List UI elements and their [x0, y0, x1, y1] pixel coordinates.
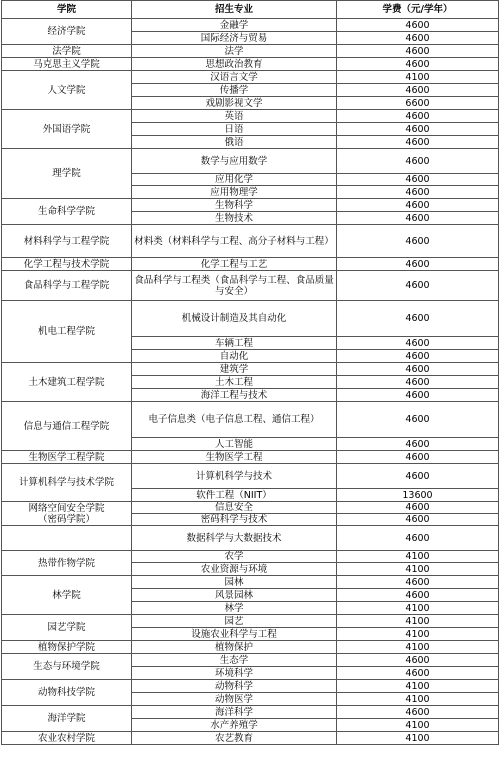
major-cell: 机械设计制造及其自动化: [132, 301, 337, 337]
college-cell: 机电工程学院: [2, 301, 132, 363]
fee-cell: 4600: [337, 45, 499, 58]
major-cell: 生物技术: [132, 212, 337, 225]
major-cell: 环境科学: [132, 667, 337, 680]
fee-cell: 4100: [337, 732, 499, 745]
major-cell: 应用化学: [132, 174, 337, 186]
table-row: [2, 732, 499, 745]
major-cell: 生物医学工程: [132, 451, 337, 464]
college-cell: 网络空间安全学院 （密码学院）: [2, 502, 132, 526]
header-major: 招生专业: [132, 1, 337, 19]
major-cell: 生态学: [132, 654, 337, 667]
fee-cell: 4600: [337, 199, 499, 212]
fee-cell: 4100: [337, 563, 499, 576]
fee-cell: 4600: [337, 258, 499, 271]
table-row: [2, 110, 499, 123]
major-cell: 园林: [132, 576, 337, 589]
fee-cell: 13600: [337, 489, 499, 502]
fee-cell: 4600: [337, 32, 499, 45]
college-cell: 农业农村学院: [2, 732, 132, 745]
major-cell: 信息安全: [132, 502, 337, 514]
header-row: [2, 1, 499, 19]
table-row: [2, 641, 499, 654]
fee-cell: 4100: [337, 719, 499, 732]
college-cell: 园艺学院: [2, 615, 132, 641]
college-cell: 化学工程与技术学院: [2, 258, 132, 271]
college-cell: [2, 526, 132, 551]
major-cell: 动物医学: [132, 693, 337, 706]
major-cell: 农艺教育: [132, 732, 337, 745]
major-cell: 海洋工程与技术: [132, 389, 337, 402]
header-college: 学院: [2, 1, 132, 19]
table-row: [2, 225, 499, 258]
college-cell: 信息与通信工程学院: [2, 402, 132, 451]
major-cell: 车辆工程: [132, 337, 337, 350]
fee-cell: 4100: [337, 680, 499, 693]
major-cell: 法学: [132, 45, 337, 58]
college-cell: 马克思主义学院: [2, 58, 132, 71]
table-row: [2, 402, 499, 438]
fee-cell: 4600: [337, 576, 499, 589]
college-cell: 生态与环境学院: [2, 654, 132, 680]
table-row: [2, 576, 499, 589]
header-fee: 学费（元/学年）: [337, 1, 499, 19]
major-cell: 密码科学与技术: [132, 514, 337, 526]
major-cell: 戏剧影视文学: [132, 97, 337, 110]
major-cell: 应用物理学: [132, 186, 337, 199]
fee-cell: 4600: [337, 654, 499, 667]
college-cell: 生物医学工程学院: [2, 451, 132, 464]
college-cell: 食品科学与工程学院: [2, 271, 132, 301]
college-cell: 动物科技学院: [2, 680, 132, 706]
fee-cell: 4600: [337, 502, 499, 514]
table-row: [2, 363, 499, 376]
college-cell: 外国语学院: [2, 110, 132, 149]
major-cell: 园艺: [132, 615, 337, 628]
major-cell: 食品科学与工程类（食品科学与工程、食品质量与安全）: [132, 271, 337, 301]
fee-cell: 4100: [337, 628, 499, 641]
fee-cell: 4600: [337, 451, 499, 464]
major-cell: 风景园林: [132, 589, 337, 602]
fee-cell: 4600: [337, 363, 499, 376]
major-cell: 日语: [132, 123, 337, 136]
fee-cell: 4600: [337, 514, 499, 526]
major-cell: 传播学: [132, 84, 337, 97]
fee-cell: 4600: [337, 271, 499, 301]
fee-cell: 4600: [337, 706, 499, 719]
major-cell: 化学工程与工艺: [132, 258, 337, 271]
major-cell: 金融学: [132, 19, 337, 32]
college-cell: 生命科学学院: [2, 199, 132, 225]
table-row: [2, 199, 499, 212]
college-cell: 计算机科学与技术学院: [2, 464, 132, 502]
major-cell: 思想政治教育: [132, 58, 337, 71]
major-cell: 计算机科学与技术: [132, 464, 337, 489]
fee-cell: 4600: [337, 402, 499, 438]
major-cell: 生物科学: [132, 199, 337, 212]
table-row: [2, 706, 499, 719]
major-cell: 林学: [132, 602, 337, 615]
table-body: [2, 19, 499, 745]
fee-cell: 4600: [337, 337, 499, 350]
major-cell: 动物科学: [132, 680, 337, 693]
fee-cell: 4100: [337, 551, 499, 563]
college-cell: 材料科学与工程学院: [2, 225, 132, 258]
fee-cell: 4600: [337, 58, 499, 71]
fee-cell: 4600: [337, 667, 499, 680]
fee-cell: 4600: [337, 376, 499, 389]
major-cell: 建筑学: [132, 363, 337, 376]
tuition-table: [1, 0, 499, 745]
major-cell: 人工智能: [132, 438, 337, 451]
fee-cell: 4600: [337, 174, 499, 186]
major-cell: 数据科学与大数据技术: [132, 526, 337, 551]
major-cell: 海洋科学: [132, 706, 337, 719]
college-cell: 林学院: [2, 576, 132, 615]
table-row: [2, 451, 499, 464]
fee-cell: 4600: [337, 149, 499, 174]
major-cell: 自动化: [132, 350, 337, 363]
table-row: [2, 502, 499, 514]
major-cell: 软件工程（NIIT）: [132, 489, 337, 502]
table-row: [2, 526, 499, 551]
fee-cell: 4600: [337, 225, 499, 258]
fee-cell: 4600: [337, 350, 499, 363]
fee-cell: 4600: [337, 438, 499, 451]
fee-cell: 4600: [337, 526, 499, 551]
major-cell: 农学: [132, 551, 337, 563]
major-cell: 数学与应用数学: [132, 149, 337, 174]
major-cell: 电子信息类（电子信息工程、通信工程）: [132, 402, 337, 438]
major-cell: 设施农业科学与工程: [132, 628, 337, 641]
fee-cell: 4600: [337, 389, 499, 402]
fee-cell: 4600: [337, 19, 499, 32]
fee-cell: 4600: [337, 464, 499, 489]
fee-cell: 6600: [337, 97, 499, 110]
major-cell: 英语: [132, 110, 337, 123]
table-row: [2, 615, 499, 628]
table-row: [2, 551, 499, 563]
major-cell: 土木工程: [132, 376, 337, 389]
table-row: [2, 271, 499, 301]
college-cell: 法学院: [2, 45, 132, 58]
major-cell: 农业资源与环境: [132, 563, 337, 576]
table-row: [2, 149, 499, 174]
major-cell: 汉语言文学: [132, 71, 337, 84]
table-row: [2, 654, 499, 667]
fee-cell: 4600: [337, 589, 499, 602]
fee-cell: 4600: [337, 136, 499, 149]
college-cell: 经济学院: [2, 19, 132, 45]
fee-cell: 4100: [337, 615, 499, 628]
fee-cell: 4600: [337, 123, 499, 136]
major-cell: 材料类（材料科学与工程、高分子材料与工程）: [132, 225, 337, 258]
college-cell: 土木建筑工程学院: [2, 363, 132, 402]
table-row: [2, 301, 499, 337]
college-cell: 海洋学院: [2, 706, 132, 732]
college-cell: 理学院: [2, 149, 132, 199]
fee-cell: 4600: [337, 212, 499, 225]
table-row: [2, 19, 499, 32]
major-cell: 国际经济与贸易: [132, 32, 337, 45]
major-cell: 水产养殖学: [132, 719, 337, 732]
fee-cell: 4100: [337, 71, 499, 84]
table-row: [2, 58, 499, 71]
fee-cell: 4600: [337, 110, 499, 123]
major-cell: 俄语: [132, 136, 337, 149]
table-row: [2, 464, 499, 489]
fee-cell: 4100: [337, 693, 499, 706]
fee-cell: 4100: [337, 602, 499, 615]
table-row: [2, 71, 499, 84]
college-cell: 人文学院: [2, 71, 132, 110]
table-row: [2, 680, 499, 693]
fee-cell: 4100: [337, 641, 499, 654]
fee-cell: 4600: [337, 301, 499, 337]
college-cell: 热带作物学院: [2, 551, 132, 576]
fee-cell: 4600: [337, 186, 499, 199]
table-row: [2, 258, 499, 271]
college-cell: 植物保护学院: [2, 641, 132, 654]
major-cell: 植物保护: [132, 641, 337, 654]
fee-cell: 4600: [337, 84, 499, 97]
table-row: [2, 45, 499, 58]
